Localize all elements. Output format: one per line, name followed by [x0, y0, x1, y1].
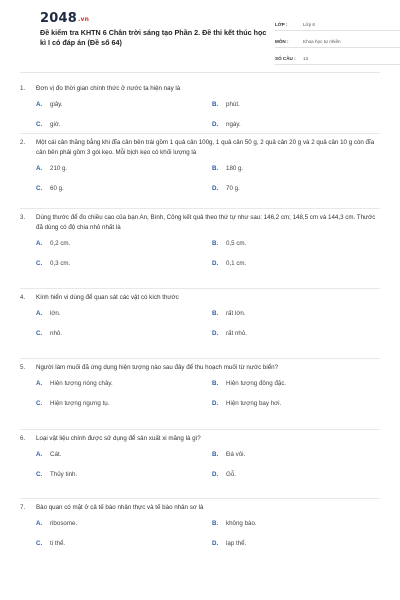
option-c[interactable]: [36, 393, 208, 413]
meta-value: 13: [303, 56, 309, 61]
option-d[interactable]: [208, 533, 380, 553]
option-text: lớn.: [50, 309, 61, 317]
question-4: [20, 289, 380, 359]
option-text: không bào.: [226, 519, 257, 527]
option-d[interactable]: [208, 464, 380, 484]
option-text: Hiện tượng bay hơi.: [226, 399, 282, 407]
option-letter: D.: [212, 399, 219, 407]
option-letter: C.: [36, 329, 43, 337]
option-letter: D.: [212, 329, 219, 337]
question-list: [20, 80, 380, 567]
option-d[interactable]: [208, 253, 380, 273]
option-text: nhỏ.: [50, 329, 63, 337]
site-logo[interactable]: [40, 11, 89, 26]
option-letter: A.: [36, 379, 43, 387]
question-5: [20, 359, 380, 430]
meta-value: Lớp 6: [303, 22, 315, 27]
option-d[interactable]: [208, 323, 380, 343]
option-c[interactable]: [36, 464, 208, 484]
question-number: 5.: [20, 364, 26, 371]
logo-text: 2048: [40, 11, 77, 26]
option-text: 180 g.: [226, 164, 244, 172]
question-1: [20, 80, 380, 134]
option-b[interactable]: [208, 513, 380, 533]
option-a[interactable]: [36, 303, 208, 323]
option-letter: B.: [212, 100, 219, 108]
option-letter: A.: [36, 239, 43, 247]
option-letter: D.: [212, 259, 219, 267]
option-c[interactable]: [36, 253, 208, 273]
option-letter: B.: [212, 379, 219, 387]
option-d[interactable]: [208, 114, 380, 134]
option-text: lạp thể.: [226, 539, 247, 547]
option-b[interactable]: [208, 373, 380, 393]
option-text: 60 g.: [50, 184, 64, 192]
question-text: Người làm muối đã ứng dụng hiện tượng nào sau đây để thu hoạch muối từ nước biển?: [36, 364, 279, 371]
option-text: ti thể.: [50, 539, 66, 547]
option-text: ngày.: [226, 120, 241, 128]
option-text: phút.: [226, 100, 240, 108]
option-letter: A.: [36, 519, 43, 527]
option-letter: A.: [36, 100, 43, 108]
option-letter: A.: [36, 450, 43, 458]
question-text: Kính hiển vi dùng để quan sát các vật có kích thước: [36, 294, 179, 301]
options: [20, 158, 380, 198]
option-a[interactable]: [36, 158, 208, 178]
options: [20, 303, 380, 343]
question-number: 3.: [20, 214, 26, 221]
option-letter: C.: [36, 470, 43, 478]
option-a[interactable]: [36, 513, 208, 533]
option-b[interactable]: [208, 233, 380, 253]
question-text: Một cái cân thăng bằng khi đĩa cân bên trái gồm 1 quả cân 100g, 1 quả cân 50 g, 2 quả cân 20 g và 2 quả cân 10 g còn đĩa cân bên phải gồm 3 gói kẹo. Mỗi bịch kẹo có khối lượng là: [36, 139, 375, 156]
option-d[interactable]: [208, 178, 380, 198]
question-3: [20, 209, 380, 289]
option-letter: D.: [212, 539, 219, 547]
option-letter: B.: [212, 309, 219, 317]
meta-label: LỚP :: [275, 22, 288, 27]
question-number: 7.: [20, 504, 26, 511]
option-d[interactable]: [208, 393, 380, 413]
option-letter: B.: [212, 519, 219, 527]
option-text: Đá vôi.: [226, 450, 246, 458]
meta-label: SỐ CÂU :: [275, 56, 296, 61]
question-6: [20, 430, 380, 499]
option-text: giây.: [50, 100, 63, 108]
options: [20, 373, 380, 413]
option-letter: D.: [212, 120, 219, 128]
option-a[interactable]: [36, 373, 208, 393]
option-c[interactable]: [36, 178, 208, 198]
meta-info: [275, 14, 400, 65]
option-text: 0,2 cm.: [50, 239, 71, 247]
option-letter: A.: [36, 164, 43, 172]
header-divider: [20, 72, 380, 73]
option-text: rất lớn.: [226, 309, 246, 317]
document-title: Đề kiểm tra KHTN 6 Chân trời sáng tạo Phần 2. Đề thi kết thúc học kì I có đáp án (Đề số 64): [40, 28, 267, 47]
question-7: [20, 499, 380, 567]
option-a[interactable]: [36, 233, 208, 253]
question-number: 1.: [20, 85, 26, 92]
option-text: Hiện tượng nóng chảy.: [50, 379, 113, 387]
option-a[interactable]: [36, 94, 208, 114]
question-2: [20, 134, 380, 209]
question-number: 6.: [20, 435, 26, 442]
options: [20, 513, 380, 553]
question-number: 4.: [20, 294, 26, 301]
options: [20, 94, 380, 134]
option-letter: B.: [212, 164, 219, 172]
option-letter: B.: [212, 450, 219, 458]
option-text: 0,5 cm.: [226, 239, 247, 247]
meta-row-subject: [275, 31, 400, 48]
meta-value: Khoa học tự nhiên: [303, 39, 341, 44]
option-text: giờ.: [50, 120, 61, 128]
question-text: Đơn vị đo thời gian chính thức ở nước ta hiện nay là: [36, 85, 181, 92]
question-number: 2.: [20, 139, 26, 146]
question-text: Loại vật liệu chính được sử dụng để sản xuất xi măng là gì?: [36, 435, 201, 442]
option-text: rất nhỏ.: [226, 329, 247, 337]
option-text: Thủy tinh.: [50, 470, 78, 478]
option-letter: C.: [36, 184, 43, 192]
option-letter: C.: [36, 539, 43, 547]
option-text: Cát.: [50, 450, 62, 458]
option-c[interactable]: [36, 323, 208, 343]
meta-row-count: [275, 48, 400, 65]
option-text: Gỗ.: [226, 470, 236, 478]
option-text: 210 g.: [50, 164, 68, 172]
option-c[interactable]: [36, 533, 208, 553]
option-letter: C.: [36, 399, 43, 407]
question-text: Dùng thước để đo chiều cao của bạn An, Bình, Công kết quả theo thứ tự như sau: 146,2 cm; 148,5 cm và 144,3 cm. Thước đã dùng có độ chia nhỏ nhất là: [36, 214, 376, 231]
option-letter: C.: [36, 120, 43, 128]
option-b[interactable]: [208, 444, 380, 464]
logo-suffix: .vn: [77, 16, 90, 23]
option-letter: D.: [212, 184, 219, 192]
option-c[interactable]: [36, 114, 208, 134]
meta-row-class: [275, 14, 400, 31]
option-text: Hiện tượng ngưng tụ.: [50, 399, 110, 407]
option-text: Hiện tượng đông đặc.: [226, 379, 287, 387]
option-text: 0,1 cm.: [226, 259, 247, 267]
options: [20, 444, 380, 484]
option-text: 0,3 cm.: [50, 259, 71, 267]
option-letter: C.: [36, 259, 43, 267]
question-text: Bào quan có mặt ở cả tế bào nhân thực và tế bào nhân sơ là: [36, 504, 204, 511]
option-b[interactable]: [208, 303, 380, 323]
option-letter: B.: [212, 239, 219, 247]
option-b[interactable]: [208, 94, 380, 114]
option-text: 70 g.: [226, 184, 240, 192]
option-letter: D.: [212, 470, 219, 478]
page-header: [20, 0, 380, 70]
meta-label: MÔN :: [275, 39, 289, 44]
option-b[interactable]: [208, 158, 380, 178]
option-a[interactable]: [36, 444, 208, 464]
option-text: ribosome.: [50, 519, 78, 527]
option-letter: A.: [36, 309, 43, 317]
options: [20, 233, 380, 273]
